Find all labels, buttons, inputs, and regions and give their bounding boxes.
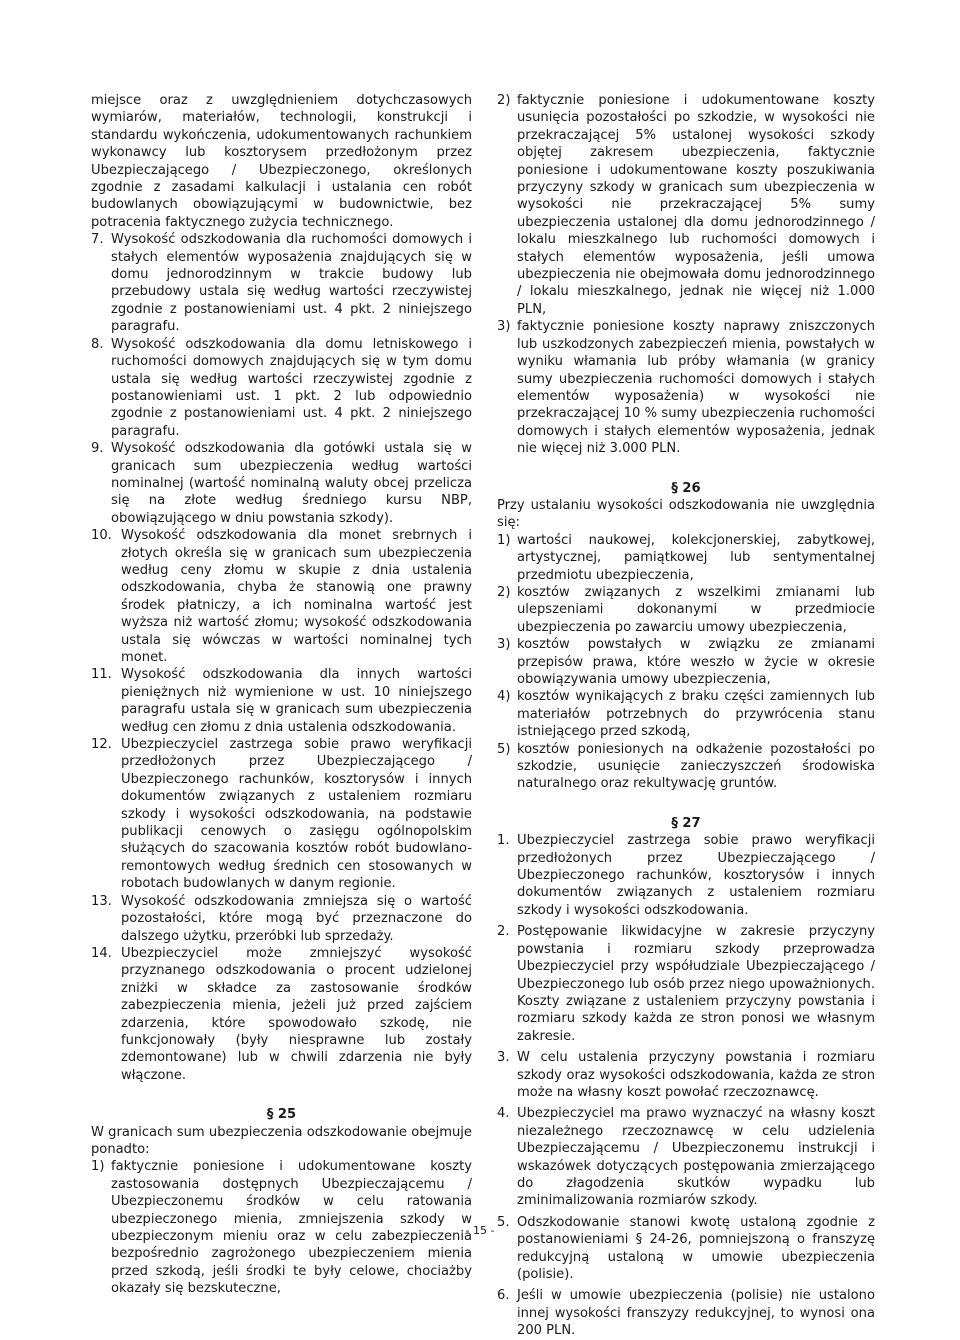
clause-number: 2): [497, 93, 511, 108]
clause-number: 1): [497, 532, 511, 548]
clause-text: kosztów związanych z wszelkimi zmianami lub ulepszeniami dokonanymi w przedmiocie ubezpieczenia po zawarciu umowy ubezpieczenia,: [517, 584, 875, 635]
continuation-paragraph: miejsce oraz z uwzględnieniem dotychczasowych wymiarów, materiałów, technologii, konstrukcji i standardu wykończenia, udokumentowanych rachunkiem wykonawcy lub kosztorysem przedłożonym przez Ubezpieczającego / Ubezpieczonego, określonych zgodnie z zasadami kalkulacji i ustalania cen robót budowlanych obowiązującymi w budownictwie, bez potracenia faktycznego zużycia technicznego.: [91, 93, 472, 230]
clause-text: Jeśli w umowie ubezpieczenia (polisie) nie ustalono innej wysokości franszyzy redukcyjnej, to wynosi ona 200 PLN.: [517, 1288, 875, 1339]
clause-item: [91, 945, 472, 1084]
clause-item: [497, 92, 875, 318]
clause-item: [497, 584, 875, 636]
clause-number: 8.: [91, 336, 104, 352]
clause-number: 6.: [497, 1288, 510, 1304]
clause-number: 5.: [497, 1214, 510, 1230]
clause-item: [497, 1049, 875, 1101]
clause-item: [91, 893, 472, 945]
clause-item: [497, 636, 875, 688]
clause-text: kosztów powstałych w związku ze zmianami przepisów prawa, które weszło w życie w okresie obowiązywania umowy ubezpieczenia,: [517, 637, 875, 687]
clause-item: [497, 1105, 875, 1209]
clause-text: W celu ustalenia przyczyny powstania i rozmiaru szkody oraz wysokości odszkodowania, każda ze stron może na własny koszt powołać rzeczoznawcę.: [517, 1050, 875, 1100]
clause-text: kosztów poniesionych na odkażenie pozostałości po szkodzie, usunięcie zanieczyszczeń środowiska naturalnego oraz rekultywację gruntów.: [517, 741, 875, 792]
clause-number: 1): [91, 1159, 105, 1175]
clause-number: 3): [497, 319, 511, 335]
clause-text: kosztów wynikających z braku części zamiennych lub materiałów potrzebnych do przywrócenia stanu istniejącego przed szkodą,: [517, 689, 875, 740]
clause-number: 4.: [497, 1106, 510, 1122]
clause-item: [91, 666, 472, 736]
clause-item: [91, 527, 472, 666]
clause-number: 12.: [91, 737, 112, 753]
clause-item: [497, 532, 875, 584]
page-number: - 15 -: [465, 1224, 495, 1237]
clause-text: Odszkodowanie stanowi kwotę ustaloną zgodnie z postanowieniami § 24-26, pomniejszoną o franszyzę redukcyjną ustaloną w umowie ubezpieczenia (polisie).: [517, 1214, 875, 1282]
clause-number: 11.: [91, 667, 112, 683]
right-column: [497, 92, 875, 1340]
clause-text: Postępowanie likwidacyjne w zakresie przyczyny powstania i rozmiaru szkody przeprowadza Ubezpieczyciel przy współudziale Ubezpieczającego / Ubezpieczonego lub osób przez niego upoważnionych. Koszty związane z ustaleniem przyczyny powstania i rozmiaru szkody każda ze stron ponosi we własnym zakresie.: [517, 924, 875, 1044]
clause-item: [497, 923, 875, 1045]
clause-number: 2): [497, 584, 511, 600]
clause-number: 10.: [91, 528, 112, 544]
clause-number: 3.: [497, 1050, 510, 1066]
clause-text: faktycznie poniesione i udokumentowane koszty usunięcia pozostałości po szkodzie, w wysokości nie przekraczającej 5% ustalonej wysokości szkody objętej zakresem ubezpieczenia, faktycznie poniesione i udokumentowane koszty poszukiwania przyczyny szkody w granicach sum ubezpieczenia w wysokości nie przekraczającej 5% sumy ubezpieczenia ustalonej dla domu jednorodzinnego / lokalu mieszkalnego lub ruchomości domowych i stałych elementów wyposażenia, jeśli umowa ubezpieczenia nie obejmowała domu jednorodzinnego / lokalu mieszkalnego, jednak nie więcej niż 1.000 PLN,: [517, 93, 875, 317]
clause-item: [91, 231, 472, 335]
clause-number: 5): [497, 741, 511, 757]
clause-number: 3): [497, 637, 511, 653]
clause-text: Ubezpieczyciel może zmniejszyć wysokość przyznanego odszkodowania o procent udzielonej zniżki w składce za zastosowanie środków zabezpieczenia mienia, jeżeli już przed zajściem zdarzenia, które spowodowało szkodę, nie funkcjonowały (były niesprawne lub zostały zdemontowane) lub w chwili zdarzenia nie były włączone.: [121, 945, 472, 1083]
section-heading: § 27: [671, 815, 701, 831]
clause-text: faktycznie poniesione koszty naprawy zniszczonych lub uszkodzonych zabezpieczeń mienia, powstałych w wyniku włamania lub próby włamania (w granicy sumy ubezpieczenia ruchomości domowych i stałych elementów wyposażenia) w wysokości nie przekraczającej 10 % sumy ubezpieczenia ruchomości domowych i stałych elementów wyposażenia, jednak nie więcej niż 3.000 PLN.: [517, 319, 875, 457]
section-heading: § 26: [671, 480, 701, 496]
clause-text: Wysokość odszkodowania dla gotówki ustala się w granicach sum ubezpieczenia według wartości nominalnej (wartość nominalną waluty obcej przelicza się na złote według średniego kursu NBP, obowiązującego w dniu powstania szkody).: [111, 441, 472, 526]
clause-text: Ubezpieczyciel zastrzega sobie prawo weryfikacji przedłożonych przez Ubezpieczającego / Ubezpieczonego rachunków, kosztorysów i innych dokumentów związanych z ustaleniem rozmiaru szkody i wysokości odszkodowania.: [517, 833, 875, 918]
section-heading: § 25: [266, 1107, 297, 1123]
section-intro: Przy ustalaniu wysokości odszkodowania nie uwzględnia się:: [497, 497, 875, 531]
clause-text: Wysokość odszkodowania dla domu letniskowego i ruchomości domowych znajdujących się w tym domu ustala się według wartości rzeczywistej zgodnie z postanowieniami ust. 1 pkt. 2 lub odpowiednio zgodnie z postanowieniami ust. 4 pkt. 2 niniejszego paragrafu.: [111, 336, 472, 439]
clause-number: 13.: [91, 893, 112, 909]
clause-number: 1.: [497, 833, 510, 849]
clause-text: Ubezpieczyciel zastrzega sobie prawo weryfikacji przedłożonych przez Ubezpieczającego / Ubezpieczonego rachunków, kosztorysów i innych dokumentów związanych z ustaleniem rozmiaru szkody i wysokości odszkodowania, na podstawie publikacji cenowych o zasięgu ogólnopolskim służących do szacowania kosztów robót budowlano-remontowych według średnich cen stosowanych w robotach budowlanych w danym regionie.: [121, 737, 472, 892]
clause-item: [497, 318, 875, 457]
clause-number: 7.: [91, 232, 104, 248]
clause-item: [91, 336, 472, 440]
clause-number: 4): [497, 689, 511, 705]
clause-number: 14.: [91, 945, 112, 961]
clause-item: [497, 1287, 875, 1339]
clause-item: [497, 741, 875, 793]
clause-text: Wysokość odszkodowania dla ruchomości domowych i stałych elementów wyposażenia znajdujących się w domu jednorodzinnym w trakcie budowy lub przebudowy ustala się według wartości rzeczywistej zgodnie z postanowieniami ust. 4 pkt. 2 niniejszego paragrafu.: [111, 232, 472, 335]
clause-number: 9.: [91, 441, 104, 457]
clause-number: 2.: [497, 924, 510, 940]
clause-item: [91, 440, 472, 527]
clause-item: [497, 832, 875, 919]
clause-text: Wysokość odszkodowania dla monet srebrnych i złotych określa się w granicach sum ubezpieczenia według ceny złomu w skupie z dnia ustalenia odszkodowania, chyba że stanowią one prawny środek płatniczy, a ich nominalna wartość jest wyższa niż wartość złomu; wysokość odszkodowania ustala się wówczas w wartości nominalnej tych monet.: [121, 528, 472, 665]
clause-text: wartości naukowej, kolekcjonerskiej, zabytkowej, artystycznej, pamiątkowej lub sentymentalnej przedmiotu ubezpieczenia,: [517, 532, 875, 583]
left-column: [91, 92, 472, 1298]
clause-text: Wysokość odszkodowania zmniejsza się o wartość pozostałości, które mogą być przeznaczone do dalszego użytku, przeróbki lub sprzedaży.: [121, 893, 472, 944]
clause-text: Ubezpieczyciel ma prawo wyznaczyć na własny koszt niezależnego rzeczoznawcę w celu udzielenia Ubezpieczającemu / Ubezpieczonemu instrukcji i wskazówek dotyczących postępowania zmierzającego do złagodzenia skutków wypadku lub zminimalizowania rozmiarów szkody.: [517, 1106, 875, 1209]
clause-text: Wysokość odszkodowania dla innych wartości pieniężnych niż wymienione w ust. 10 niniejszego paragrafu ustala się w granicach sum ubezpieczenia według cen złomu z dnia ustalenia odszkodowania.: [121, 667, 472, 735]
clause-item: [497, 688, 875, 740]
section-intro: W granicach sum ubezpieczenia odszkodowanie obejmuje ponadto:: [91, 1124, 472, 1157]
clause-item: [91, 736, 472, 893]
clause-text: faktycznie poniesione i udokumentowane koszty zastosowania dostępnych Ubezpieczającemu / Ubezpieczonemu środków w celu ratowania ubezpieczonego mienia, zmniejszenia szkody w ubezpieczonym mieniu oraz w celu zabezpieczenia bezpośrednio zagrożonego ubezpieczeniem mienia przed szkodą, jeśli środki te były celowe, chociażby okazały się bezskuteczne,: [111, 1159, 472, 1297]
